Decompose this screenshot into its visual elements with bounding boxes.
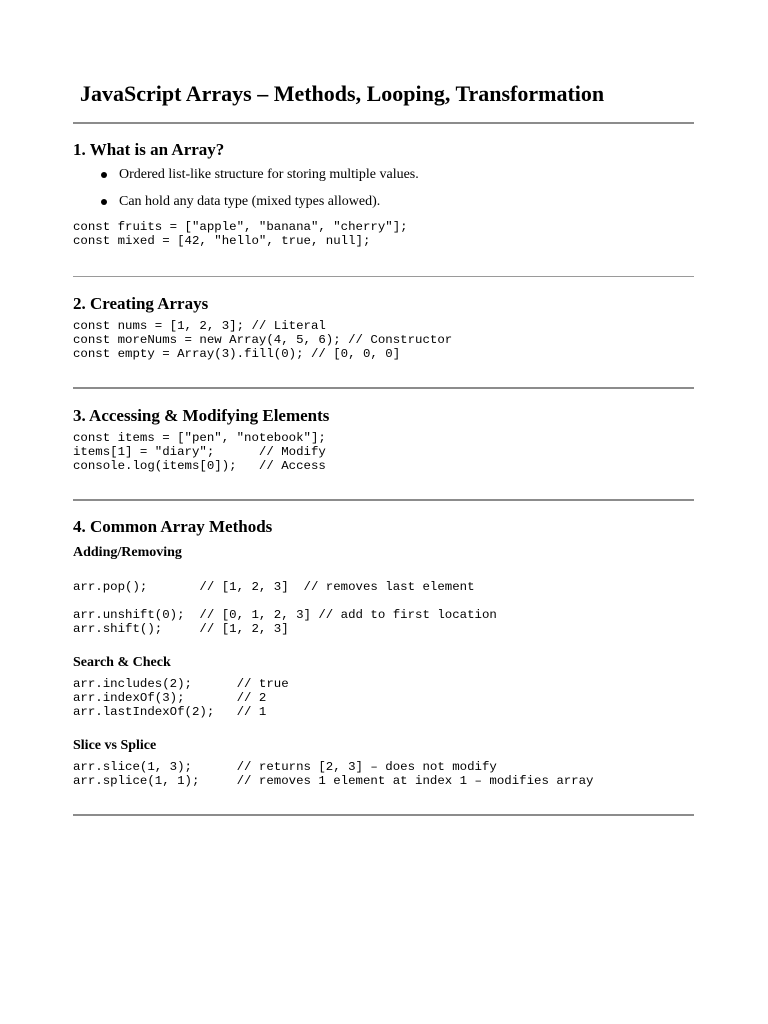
code-block: arr.includes(2); // true arr.indexOf(3); // 2 arr.lastIndexOf(2); // 1 [73,677,289,719]
code-block: arr.slice(1, 3); // returns [2, 3] – does not modify arr.splice(1, 1); // removes 1 element at index 1 – modifies array [73,760,594,788]
section-heading-creating-arrays: 2. Creating Arrays [73,294,209,313]
section-divider [73,276,694,277]
section-divider [73,814,694,816]
section-divider [73,499,694,501]
list-item: Ordered list-like structure for storing multiple values. [100,166,419,184]
code-block: arr.unshift(0); // [0, 1, 2, 3] // add to first location arr.shift(); // [1, 2, 3] [73,608,497,636]
section-heading-accessing-modifying: 3. Accessing & Modifying Elements [73,406,330,425]
code-block: const fruits = ["apple", "banana", "cherry"]; const mixed = [42, "hello", true, null]; [73,220,408,248]
section-heading-common-methods: 4. Common Array Methods [73,517,273,536]
section-heading-what-is-array: 1. What is an Array? [73,140,225,159]
page-title: JavaScript Arrays – Methods, Looping, Transformation [80,81,605,106]
code-block: arr.pop(); // [1, 2, 3] // removes last element [73,580,475,594]
code-block: const items = ["pen", "notebook"]; items[1] = "diary"; // Modify console.log(items[0]); // Access [73,431,326,473]
subheading-adding-removing: Adding/Removing [73,545,182,560]
bullet-list [100,166,419,220]
list-item: Can hold any data type (mixed types allowed). [100,193,419,211]
title-divider [73,122,694,124]
subheading-slice-splice: Slice vs Splice [73,738,157,753]
subheading-search-check: Search & Check [73,655,171,670]
section-divider [73,387,694,389]
code-block: const nums = [1, 2, 3]; // Literal const moreNums = new Array(4, 5, 6); // Constructor const empty = Array(3).fill(0); // [0, 0, 0] [73,319,453,361]
